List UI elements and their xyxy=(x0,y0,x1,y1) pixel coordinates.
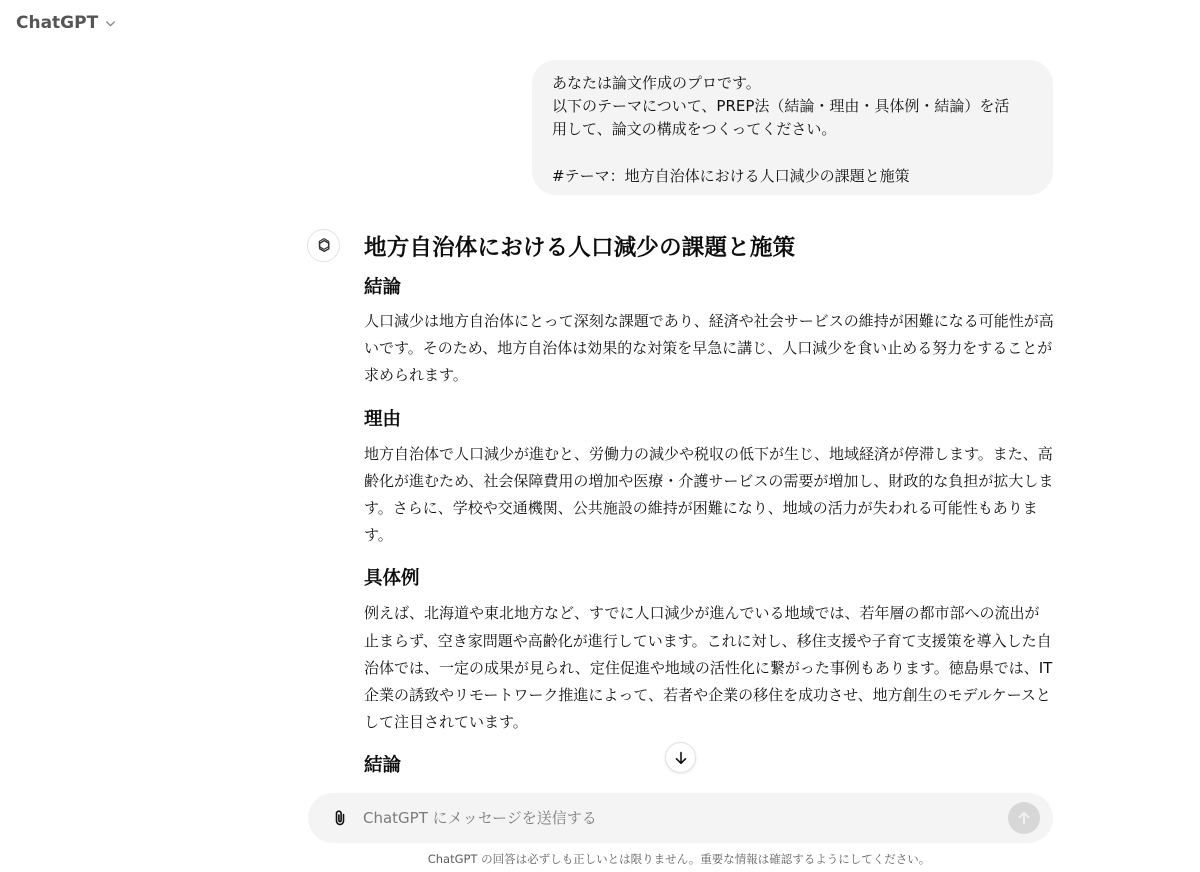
section-heading-final-conclusion: 結論 xyxy=(364,755,402,777)
chevron-down-icon xyxy=(104,17,117,30)
disclaimer-text: ChatGPT の回答は必ずしも正しいとは限りません。重要な情報は確認するようにしてください。 xyxy=(427,852,931,866)
attach-button[interactable] xyxy=(329,807,351,829)
answer-title: 地方自治体における人口減少の課題と施策 xyxy=(364,235,796,261)
user-message-bubble: あなたは論文作成のプロです。 以下のテーマについて、PREP法（結論・理由・具体例・結論）を活 用して、論文の構成をつくってください。 #テーマ：地方自治体における人口減少の課題と施策 xyxy=(532,60,1053,195)
message-input[interactable] xyxy=(363,809,1008,827)
assistant-avatar xyxy=(307,229,340,262)
send-button[interactable] xyxy=(1008,802,1040,834)
section-body-conclusion: 人口減少は地方自治体にとって深刻な課題であり、経済や社会サービスの維持が困難になる可能性が高いです。そのため、地方自治体は効果的な対策を早急に講じ、人口減少を食い止める努力をすることが求められます。 xyxy=(364,312,1054,385)
section-body-example: 例えば、北海道や東北地方など、すでに人口減少が進んでいる地域では、若年層の都市部への流出が止まらず、空き家問題や高齢化が進行しています。これに対し、移住支援や子育て支援策を導入した自治体では、一定の成果が見られ、定住促進や地域の活性化に繋がった事例もあります。徳島県では、IT企業の誘致やリモートワーク推進によって、若者や企業の移住を成功させ、地方創生のモデルケースとして注目されています。 xyxy=(364,604,1053,732)
section-heading-conclusion: 結論 xyxy=(364,277,402,298)
message-composer xyxy=(308,793,1053,843)
assistant-answer xyxy=(364,230,1054,790)
arrow-down-icon xyxy=(673,750,689,766)
openai-logo-icon xyxy=(314,236,334,256)
section-body-reason: 地方自治体で人口減少が進むと、労働力の減少や税収の低下が生じ、地域経済が停滞します。また、高齢化が進むため、社会保障費用の増加や医療・介護サービスの需要が増加し、財政的な負担が拡大します。さらに、学校や交通機関、公共施設の維持が困難になり、地域の活力が失われる可能性もあります。 xyxy=(364,444,1054,545)
section-heading-example: 具体例 xyxy=(364,568,420,590)
section-heading-reason: 理由 xyxy=(364,408,402,430)
model-switcher[interactable] xyxy=(16,13,117,33)
model-name: ChatGPT xyxy=(16,13,99,33)
scroll-to-bottom-button[interactable] xyxy=(665,742,696,773)
arrow-up-icon xyxy=(1016,810,1032,826)
paperclip-icon xyxy=(330,808,350,828)
